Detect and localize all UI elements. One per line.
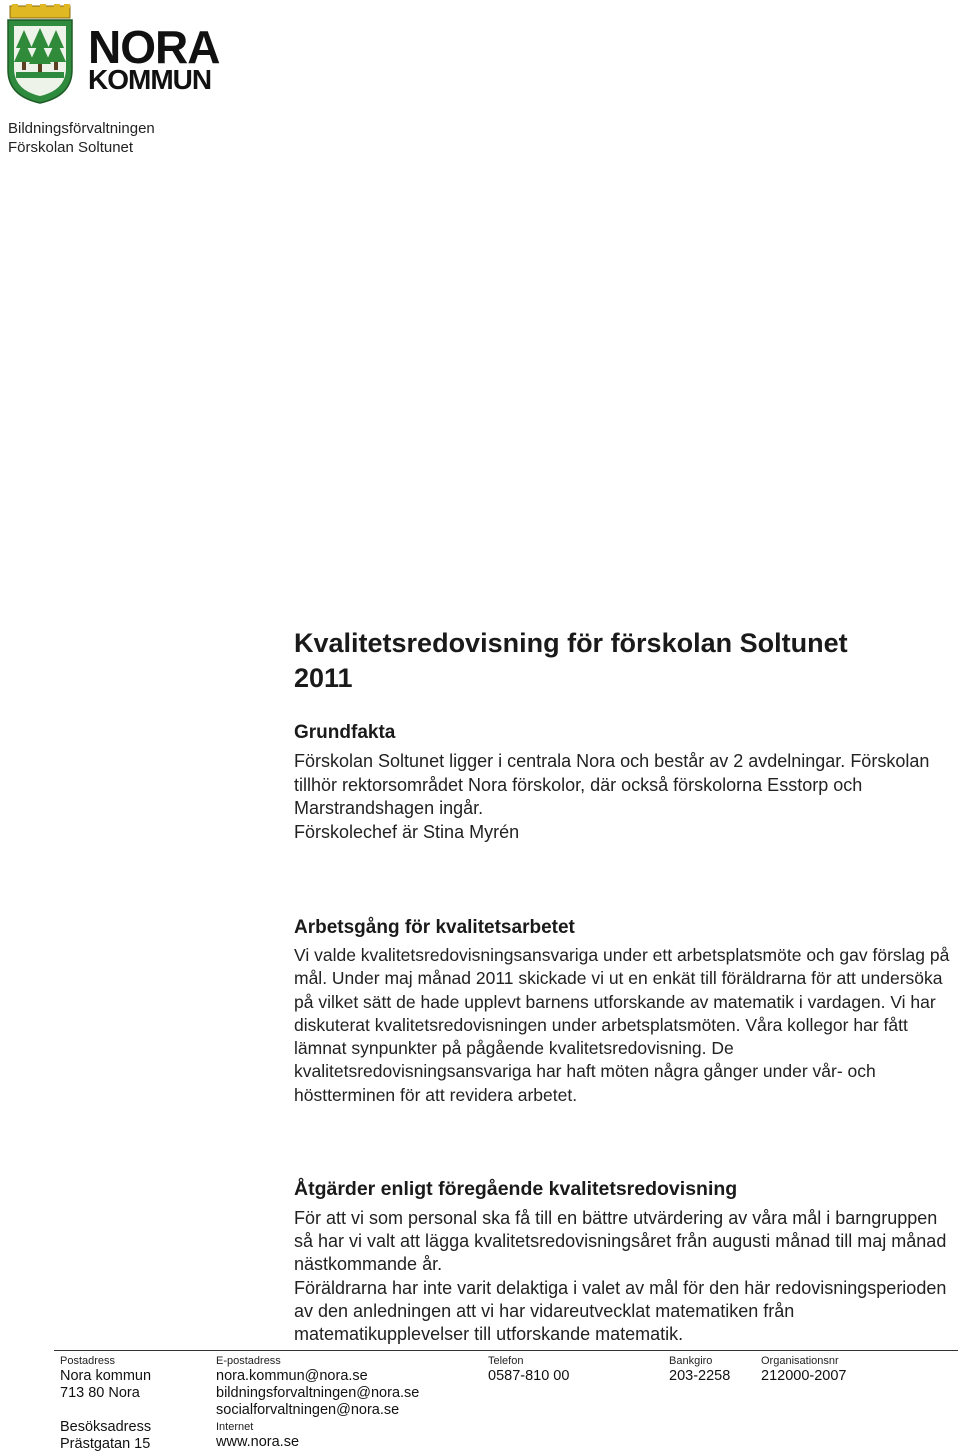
section-paragraph: Föräldrarna har inte varit delaktiga i valet av mål för den här redovisningsperioden av den anledningen att vi har vidareutvecklat matematiken från matematikupplevelser till utforskande matematik. [294, 1277, 947, 1345]
footer-value: 203-2258 [669, 1368, 731, 1384]
municipality-logo [4, 2, 224, 106]
logo-name-line1: NORA [88, 21, 220, 73]
footer-postal [60, 1354, 151, 1402]
footer-label: Besöksadress [60, 1419, 152, 1435]
email-link[interactable]: bildningsforvaltningen@nora.se [216, 1385, 420, 1401]
footer-value: 713 80 Nora [60, 1385, 140, 1401]
footer-value: Prästgatan 15 [60, 1436, 151, 1452]
footer-bankgiro [669, 1354, 730, 1385]
section-paragraph: Vi valde kvalitetsredovisningsansvariga under ett arbetsplatsmöte och gav förslag på mål. Under maj månad 2011 skickade vi ut en enkät till föräldrarna för att undersöka på vilket sätt de hade upplevt barnens utforskande av matematik i vardagen. Vi har diskuterat kvalitetsredovisningen under arbetsplatsmöten. Våra kollegor har fått lämnat synpunkter på pågående kvalitetsredovisning. De kvalitetsredovisningsansvariga har haft möten några gånger under vår- och höstterminen för att revidera arbetet. [294, 945, 950, 1105]
org-unit: Förskolan Soltunet [8, 139, 134, 156]
website-link[interactable]: www.nora.se [216, 1434, 300, 1450]
section-heading: Åtgärder enligt föregående kvalitetsredovisning [294, 1178, 738, 1200]
coat-of-arms-icon [6, 4, 74, 104]
footer-label: Telefon [488, 1355, 524, 1367]
section-paragraph: Förskolechef är Stina Myrén [294, 821, 520, 842]
footer-internet [216, 1420, 299, 1451]
footer-phone [488, 1354, 569, 1385]
footer-value: 212000-2007 [761, 1368, 847, 1384]
footer-label: Internet [216, 1421, 254, 1433]
section-heading: Arbetsgång för kvalitetsarbetet [294, 917, 575, 938]
section-paragraph: Förskolan Soltunet ligger i centrala Nora och består av 2 avdelningar. Förskolan tillhör rektorsområdet Nora förskolor, där också förskolorna Esstorp och Marstrandshagen ingår. [294, 751, 930, 818]
footer-value: Nora kommun [60, 1368, 152, 1384]
email-link[interactable]: socialforvaltningen@nora.se [216, 1402, 400, 1418]
footer-label: E-postadress [216, 1355, 281, 1367]
section-grundfakta [294, 720, 944, 844]
footer-orgnr [761, 1354, 846, 1385]
section-heading: Grundfakta [294, 722, 396, 743]
email-link[interactable]: nora.kommun@nora.se [216, 1368, 368, 1384]
title-line2: 2011 [294, 663, 353, 693]
footer-label: Postadress [60, 1355, 116, 1367]
footer-label: Organisationsnr [761, 1355, 839, 1367]
footer-divider [54, 1350, 958, 1351]
section-paragraph: För att vi som personal ska få till en bättre utvärdering av våra mål i barngruppen så har vi valt att lägga kvalitetsredovisningsåret från augusti månad till maj månad nästkommande år. [294, 1208, 947, 1275]
logo-name-line2: KOMMUN [88, 64, 212, 95]
footer-email [216, 1354, 419, 1419]
section-atgarder [294, 1176, 954, 1346]
footer-visiting [60, 1419, 151, 1453]
title-line1: Kvalitetsredovisning för förskolan Soltunet [294, 628, 848, 658]
footer-label: Bankgiro [669, 1355, 713, 1367]
document-title [294, 626, 934, 696]
org-department: Bildningsförvaltningen [8, 120, 155, 137]
footer-value: 0587-810 00 [488, 1368, 570, 1384]
section-arbetsgang [294, 915, 959, 1107]
